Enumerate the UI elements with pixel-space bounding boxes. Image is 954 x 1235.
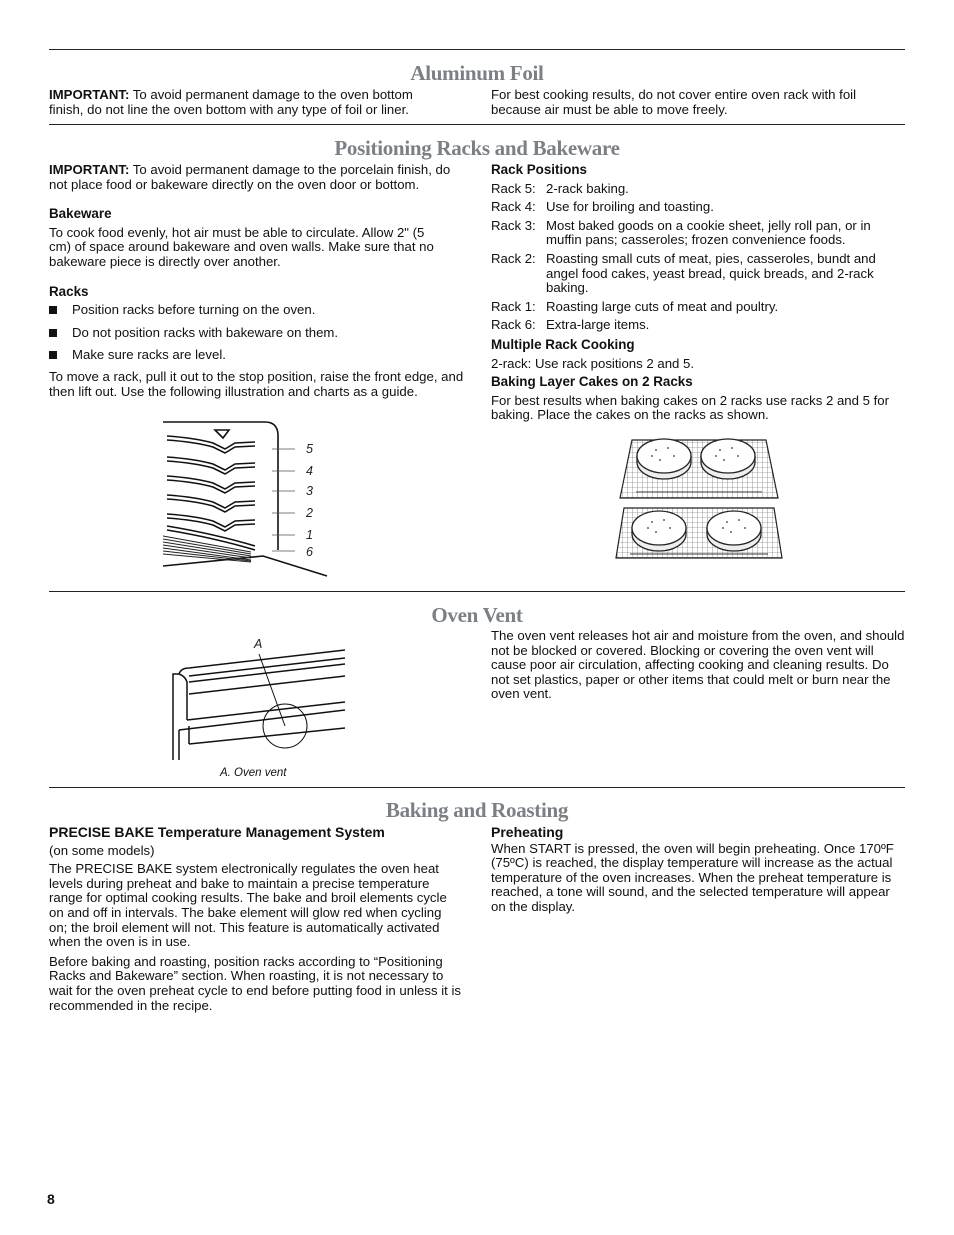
racks-heading: Racks	[49, 283, 89, 299]
rack-position-label: Rack 4:	[491, 199, 536, 215]
rack-position-item	[491, 219, 905, 248]
precise-bake-text: The PRECISE BAKE system electronically regulates the oven heat levels during preheat and bake to maintain a precise temperature range for optimal cooking results. The bake and broil elements cycle on and off in intervals. The bake element will glow red when cycling on; the broil element will not. This feature is automatically activated when the oven is in use.	[49, 861, 447, 950]
racks-bullet: Position racks before turning on the oven.	[49, 303, 467, 318]
baking-right	[491, 825, 905, 915]
rack-position-item	[491, 318, 905, 333]
positioning-right	[491, 163, 905, 423]
page-number: 8	[47, 1191, 55, 1207]
oven-vent-text: The oven vent releases hot air and moisture from the oven, and should not be blocked or covered. Blocking or covering the oven vent will cause poor air circulation, affecting cooking and cleaning results. Do not set plastics, paper or other items that could melt or burn near the oven vent.	[491, 628, 905, 702]
layer-cakes-text: For best results when baking cakes on 2 racks use racks 2 and 5 for baking. Place the cakes on the racks as shown.	[491, 392, 890, 423]
oven-vent-caption: A. Oven vent	[220, 767, 287, 779]
rack-label-5: 5	[306, 442, 313, 456]
aluminum-foil-left	[49, 88, 449, 117]
aluminum-foil-right	[491, 88, 901, 117]
rack-position-item	[491, 300, 905, 315]
rack-label-2: 2	[306, 506, 313, 520]
move-rack-text: To move a rack, pull it out to the stop position, raise the front edge, and then lift out. Use the following illustration and charts as a guide.	[49, 368, 464, 399]
vent-callout-letter: A	[254, 637, 263, 651]
precise-bake-note: (on some models)	[49, 842, 155, 858]
important-label: IMPORTANT:	[49, 162, 130, 177]
rack-position-text: Extra-large items.	[546, 317, 650, 333]
rack-position-label: Rack 6:	[491, 317, 536, 333]
vent-trim-body	[173, 674, 179, 760]
section-title-aluminum-foil: Aluminum Foil	[410, 61, 544, 85]
multiple-rack-text: 2-rack: Use rack positions 2 and 5.	[491, 355, 695, 371]
rack-positions-illustration	[155, 418, 335, 580]
section-rule	[49, 787, 905, 788]
rack-position-label: Rack 3:	[491, 217, 536, 233]
rack-position-text: Use for broiling and toasting.	[546, 199, 714, 215]
aluminum-foil-important	[49, 88, 449, 117]
section-rule	[49, 591, 905, 592]
bakeware-text: To cook food evenly, hot air must be able to circulate. Allow 2" (5 cm) of space around bakeware and oven walls. Make sure that no bakeware piece is directly over another.	[49, 224, 434, 269]
oven-vent-illustration	[165, 634, 350, 766]
rack-position-item	[491, 182, 905, 197]
preheating-heading: Preheating	[491, 824, 564, 840]
rack-label-3: 3	[306, 484, 313, 498]
racks-bullet: Make sure racks are level.	[49, 348, 467, 363]
layer-cakes-heading: Baking Layer Cakes on 2 Racks	[491, 374, 693, 390]
precise-bake-heading: PRECISE BAKE Temperature Management System	[49, 824, 385, 840]
rack-position-text: 2-rack baking.	[546, 180, 629, 196]
section-title-oven-vent: Oven Vent	[431, 603, 523, 627]
rack-position-item	[491, 252, 905, 296]
important-label: IMPORTANT:	[49, 87, 130, 102]
multiple-rack-heading: Multiple Rack Cooking	[491, 336, 635, 352]
rack-position-label: Rack 5:	[491, 180, 536, 196]
two-rack-cakes-illustration	[612, 432, 786, 562]
rack-label-1: 1	[306, 528, 313, 542]
rack-stop-tab	[215, 430, 229, 438]
rack-label-6: 6	[306, 545, 313, 559]
rack-position-text: Most baked goods on a cookie sheet, jelly roll pan, or in muffin pans; casseroles; frozen convenience foods.	[546, 217, 871, 248]
section-rule	[49, 124, 905, 125]
section-title-positioning: Positioning Racks and Bakeware	[334, 136, 620, 160]
racks-bullet: Do not position racks with bakeware on them.	[49, 326, 467, 341]
rack-position-label: Rack 1:	[491, 298, 536, 314]
section-title-baking: Baking and Roasting	[385, 798, 569, 822]
rack-positions-heading: Rack Positions	[491, 162, 587, 177]
preheating-text: When START is pressed, the oven will begin preheating. Once 170ºF (75ºC) is reached, the display temperature will increase as the actual temperature of the oven increases. When the preheat temperature is reached, a tone will sound, and the selected temperature will appear on the display.	[491, 840, 894, 914]
rack-position-item	[491, 200, 905, 215]
rack-position-text: Roasting small cuts of meat, pies, casseroles, bundt and angel food cakes, yeast bread, quick breads, and 2-rack baking.	[546, 250, 876, 296]
important-text: To avoid permanent damage to the porcelain finish, do not place food or bakeware directly on the oven door or bottom.	[49, 162, 451, 192]
rack-label-4: 4	[306, 464, 313, 478]
top-rule	[49, 49, 905, 50]
bakeware-heading: Bakeware	[49, 206, 112, 222]
positioning-important	[49, 163, 467, 192]
rack-rail-6	[167, 526, 255, 546]
aluminum-foil-note: For best cooking results, do not cover entire oven rack with foil because air must be able to move freely.	[491, 87, 857, 117]
before-baking-text: Before baking and roasting, position racks according to “Positioning Racks and Bakeware” section. When roasting, it is not necessary to wait for the oven preheat cycle to end before putting food in unless it is recommended in the recipe.	[49, 953, 461, 1013]
important-text: To avoid permanent damage to the oven bottom finish, do not line the oven bottom with any type of foil or liner.	[49, 87, 413, 117]
positioning-left	[49, 163, 467, 399]
rack-position-label: Rack 2:	[491, 250, 536, 266]
baking-left	[49, 825, 467, 1013]
rack-position-text: Roasting large cuts of meat and poultry.	[546, 298, 779, 314]
